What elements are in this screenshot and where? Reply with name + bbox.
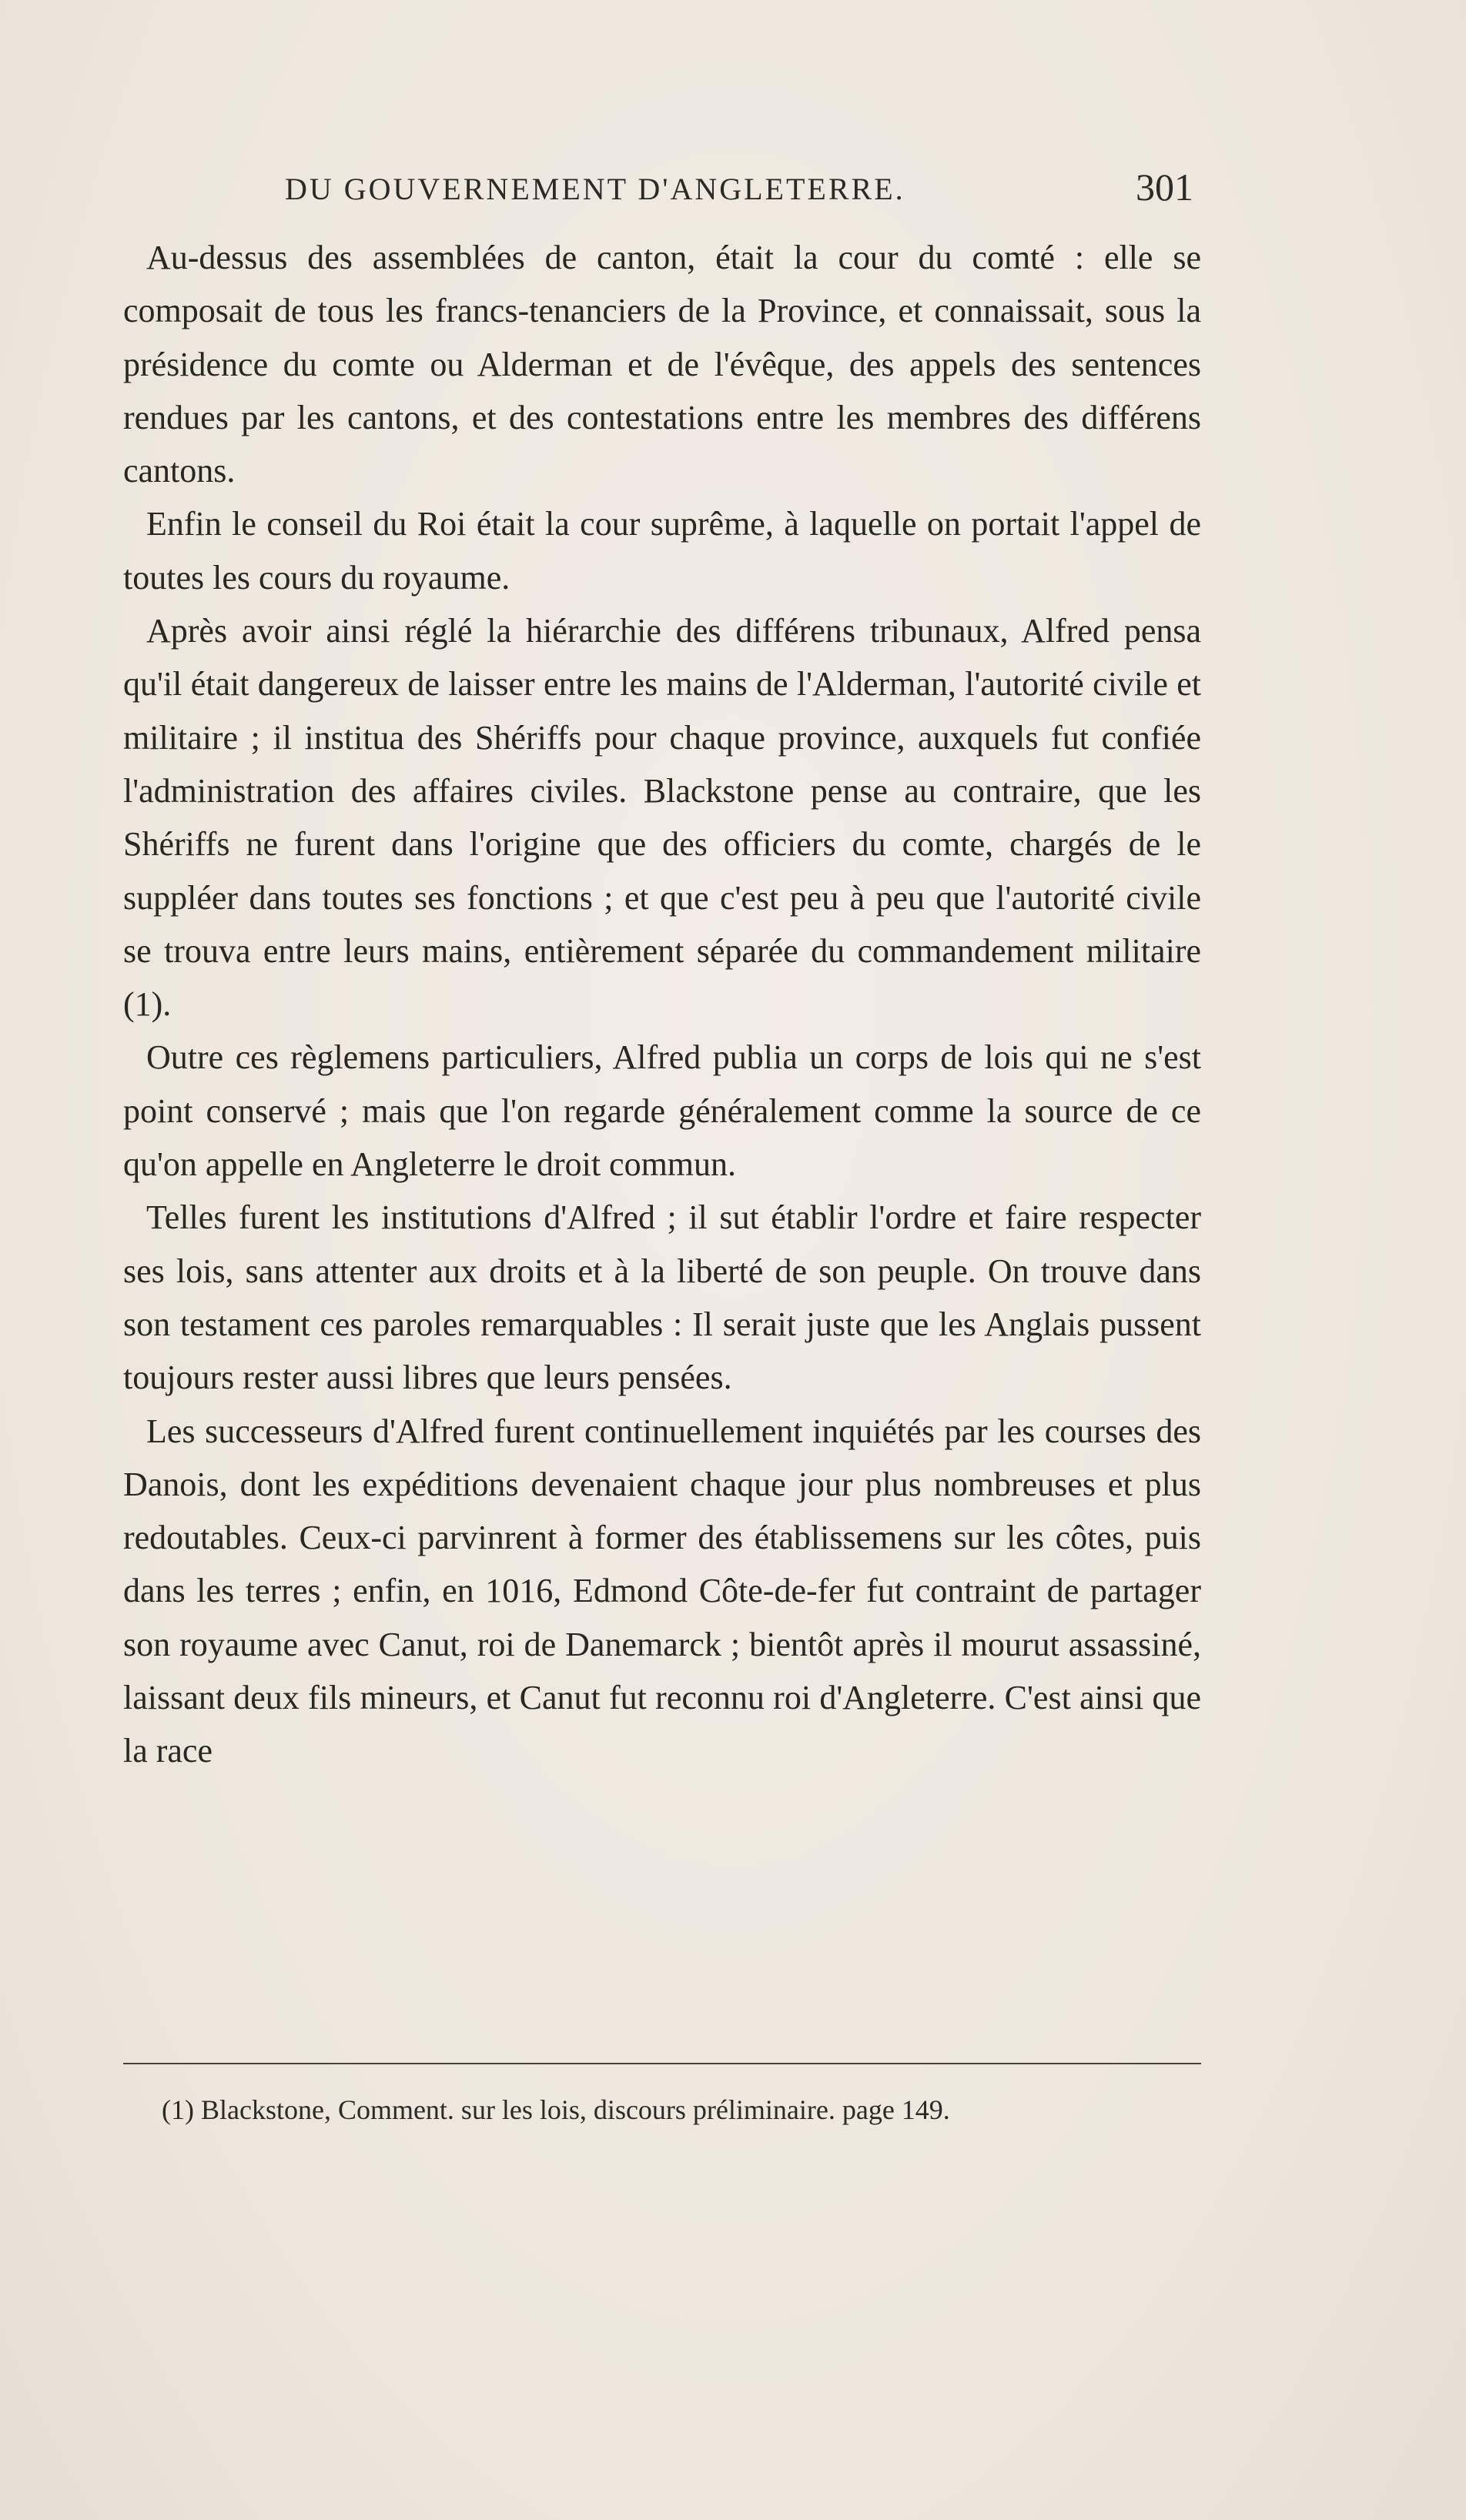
paragraph: Telles furent les institutions d'Alfred ; il sut établir l'ordre et faire respecter ses lois, sans attenter aux droits et à la liberté de son peuple. On trouve dans son testament ces paroles remarquables : Il serait juste que les Anglais pussent toujours rester aussi libres que leurs pensées. bbox=[123, 1198, 1201, 1397]
page-header bbox=[285, 162, 1193, 216]
body-text bbox=[123, 231, 1201, 1778]
running-title: DU GOUVERNEMENT D'ANGLETERRE. bbox=[285, 172, 905, 206]
footnote: (1) Blackstone, Comment. sur les lois, discours préliminaire. page 149. bbox=[162, 2094, 950, 2125]
paragraph: Outre ces règlemens particuliers, Alfred publia un corps de lois qui ne s'est point conservé ; mais que l'on regarde généralement comme la source de ce qu'on appelle en Angleterre le droit commun. bbox=[123, 1038, 1201, 1184]
paragraph: Au-dessus des assemblées de canton, était la cour du comté : elle se composait de tous les francs-tenanciers de la Province, et connaissait, sous la présidence du comte ou Alderman et de l'évêque, des appels des sentences rendues par les cantons, et des contestations entre les membres des différens cantons. bbox=[123, 239, 1201, 490]
paragraph: Les successeurs d'Alfred furent continuellement inquiétés par les courses des Danois, dont les expéditions devenaient chaque jour plus nombreuses et plus redoutables. Ceux-ci parvinrent à former des établissemens sur les côtes, puis dans les terres ; enfin, en 1016, Edmond Côte-de-fer fut contraint de partager son royaume avec Canut, roi de Danemarck ; bientôt après il mourut assassiné, laissant deux fils mineurs, et Canut fut reconnu roi d'Angleterre. C'est ainsi que la race bbox=[123, 1412, 1201, 1770]
page-number: 301 bbox=[1136, 165, 1193, 209]
paragraph: Après avoir ainsi réglé la hiérarchie des différens tribunaux, Alfred pensa qu'il était dangereux de laisser entre les mains de l'Alderman, l'autorité civile et militaire ; il institua des Shériffs pour chaque province, auxquels fut confiée l'administration des affaires civiles. Blackstone pense au contraire, que les Shériffs ne furent dans l'origine que des officiers du comte, chargés de le suppléer dans toutes ses fonctions ; et que c'est peu à peu que l'autorité civile se trouva entre leurs mains, entièrement séparée du commandement militaire (1). bbox=[123, 612, 1201, 1024]
paragraph: Enfin le conseil du Roi était la cour suprême, à laquelle on portait l'appel de toutes les cours du royaume. bbox=[123, 505, 1201, 597]
footnote-divider bbox=[123, 2063, 1201, 2064]
